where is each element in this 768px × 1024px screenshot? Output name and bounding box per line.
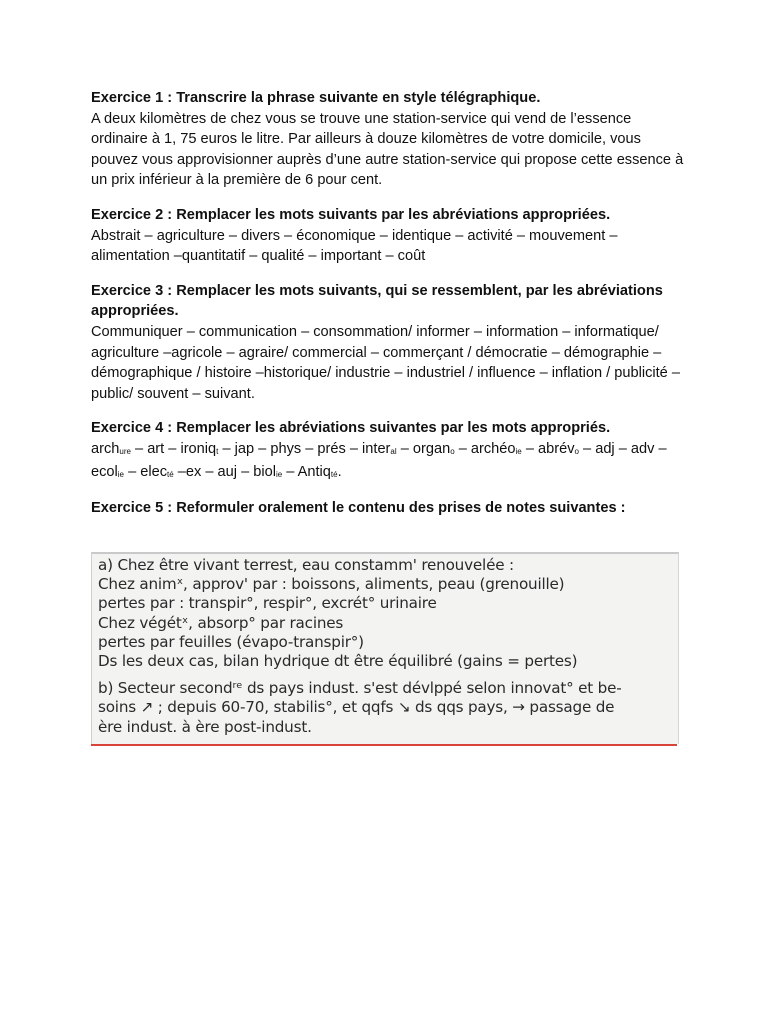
abbreviation-item [631, 441, 667, 457]
abbreviation-separator: – [218, 440, 235, 457]
abbreviation-item [186, 464, 218, 480]
abbreviation-base: archéo [470, 440, 516, 457]
abbreviation-item [91, 441, 147, 457]
image-bottom-rule [91, 744, 677, 746]
abbreviation-separator: – [578, 440, 596, 457]
notes-block-b [98, 679, 672, 737]
abbreviation-base: phys [270, 440, 302, 457]
notes-text [98, 556, 672, 737]
abbreviation-base: art [147, 440, 165, 457]
exercise-3 [91, 281, 687, 405]
abbreviation-separator: – [345, 440, 363, 457]
exercise-4-abbreviation-list [91, 439, 687, 484]
exercise-3-body: Communiquer – communication – consommation/ informer – information – informatique/ agriculture –agricole – agraire/ commercial – commerçant / démocratie – démographie – démographique / histoire –historique/ industrie – industriel / influence – inflation / publicité – public/ souvent – suivant. [91, 323, 680, 402]
abbreviation-item [413, 441, 471, 457]
exercise-4 [91, 418, 687, 484]
handwritten-notes-image [91, 552, 679, 744]
abbreviation-base: ironiq [180, 440, 217, 457]
abbreviation-item [317, 441, 362, 457]
abbreviation-ending: o [450, 446, 455, 456]
abbreviation-separator: . [337, 463, 342, 480]
abbreviation-item [595, 441, 631, 457]
abbreviation-base: elec [140, 463, 168, 480]
abbreviation-separator: – [454, 440, 471, 457]
abbreviation-separator: – [254, 440, 271, 457]
notes-line: Chez végétˣ, absorp° par racines [98, 613, 344, 632]
abbreviation-base: arch [91, 440, 120, 457]
abbreviation-item [180, 441, 234, 457]
notes-line: pertes par : transpir°, respir°, excrét° urinaire [98, 594, 437, 613]
abbreviation-base: inter [362, 440, 391, 457]
abbreviation-base: auj [217, 463, 238, 480]
abbreviation-base: Antiq [297, 463, 331, 480]
abbreviation-separator: – [521, 440, 538, 457]
abbreviation-item [471, 441, 538, 457]
notes-block-a [98, 556, 672, 671]
abbreviation-ending: o [574, 446, 579, 456]
exercise-1-body: A deux kilomètres de chez vous se trouve une station-service qui vend de l’essence ordinaire à 1, 75 euros le litre. Par ailleurs à douze kilomètres de votre domicile, vous pouvez vous approvisionner auprès d’une autre station-service qui propose cette essence à un prix inférieur à la première de 6 pour cent. [91, 110, 684, 189]
abbreviation-item [235, 441, 271, 457]
abbreviation-ending: ie [275, 469, 283, 479]
abbreviation-item [298, 464, 342, 480]
abbreviation-base: adv [630, 440, 655, 457]
abbreviation-separator: – [614, 440, 631, 457]
abbreviation-item [91, 464, 140, 480]
abbreviation-item [270, 441, 317, 457]
abbreviation-item [147, 441, 180, 457]
notes-line: pertes par feuilles (évapo-transpir°) [98, 632, 364, 651]
exercise-2 [91, 205, 687, 267]
abbreviation-separator: – [173, 463, 186, 480]
abbreviation-separator: – [654, 440, 667, 457]
notes-line: Ds les deux cas, bilan hydrique dt être équilibré (gains = pertes) [98, 652, 578, 671]
abbreviation-ending: t [216, 446, 219, 456]
abbreviation-base: ex [185, 463, 202, 480]
exercise-list [91, 88, 687, 533]
abbreviation-base: adj [595, 440, 615, 457]
notes-line: ère indust. à ère post-indust. [98, 717, 312, 736]
exercise-5 [91, 498, 687, 519]
abbreviation-item [140, 464, 186, 480]
abbreviation-separator: – [124, 463, 141, 480]
exercise-2-body: Abstrait – agriculture – divers – économique – identique – activité – mouvement – alimentation –quantitatif – qualité – important – coût [91, 227, 618, 265]
abbreviation-ending: ie [515, 446, 522, 456]
abbreviation-base: jap [234, 440, 255, 457]
exercise-4-title: Exercice 4 : Remplacer les abréviations suivantes par les mots appropriés. [91, 420, 611, 437]
abbreviation-separator: – [282, 463, 298, 480]
abbreviation-base: ecol [91, 463, 118, 480]
abbreviation-ending: té [167, 469, 174, 479]
abbreviation-item [362, 441, 413, 457]
abbreviation-item [218, 464, 254, 480]
exercise-2-title: Exercice 2 : Remplacer les mots suivants par les abréviations appropriées. [91, 206, 611, 223]
notes-line: soins ↗ ; depuis 60-70, stabilis°, et qqfs ↘ ds qqs pays, → passage de [98, 698, 615, 717]
notes-line: a) Chez être vivant terrest, eau constamm' renouvelée : [98, 556, 514, 574]
notes-line: b) Secteur secondʳᵉ ds pays indust. s'est dévlppé selon innovat° et be- [98, 679, 622, 698]
abbreviation-separator: – [396, 440, 413, 457]
abbreviation-ending: al [390, 446, 397, 456]
abbreviation-ending: ie [117, 469, 125, 479]
exercise-5-title: Exercice 5 : Reformuler oralement le contenu des prises de notes suivantes : [91, 500, 626, 517]
abbreviation-separator: – [237, 463, 254, 480]
abbreviation-base: abrév [538, 440, 575, 457]
exercise-1-title: Exercice 1 : Transcrire la phrase suivante en style télégraphique. [91, 90, 541, 106]
notes-line: Chez animˣ, approv' par : boissons, aliments, peau (grenouille) [98, 575, 565, 594]
abbreviation-base: prés [317, 440, 346, 457]
abbreviation-separator: – [164, 440, 181, 457]
abbreviation-base: organ [412, 440, 451, 457]
abbreviation-item [538, 441, 595, 457]
exercise-3-title: Exercice 3 : Remplacer les mots suivants, qui se ressemblent, par les abréviations appropriées. [91, 282, 663, 320]
abbreviation-ending: ure [119, 446, 131, 456]
abbreviation-separator: – [301, 440, 318, 457]
abbreviation-base: biol [253, 463, 276, 480]
abbreviation-separator: – [130, 440, 148, 457]
exercise-1 [91, 88, 687, 191]
abbreviation-ending: té [330, 469, 338, 479]
abbreviation-separator: – [201, 463, 218, 480]
abbreviation-item [253, 464, 297, 480]
